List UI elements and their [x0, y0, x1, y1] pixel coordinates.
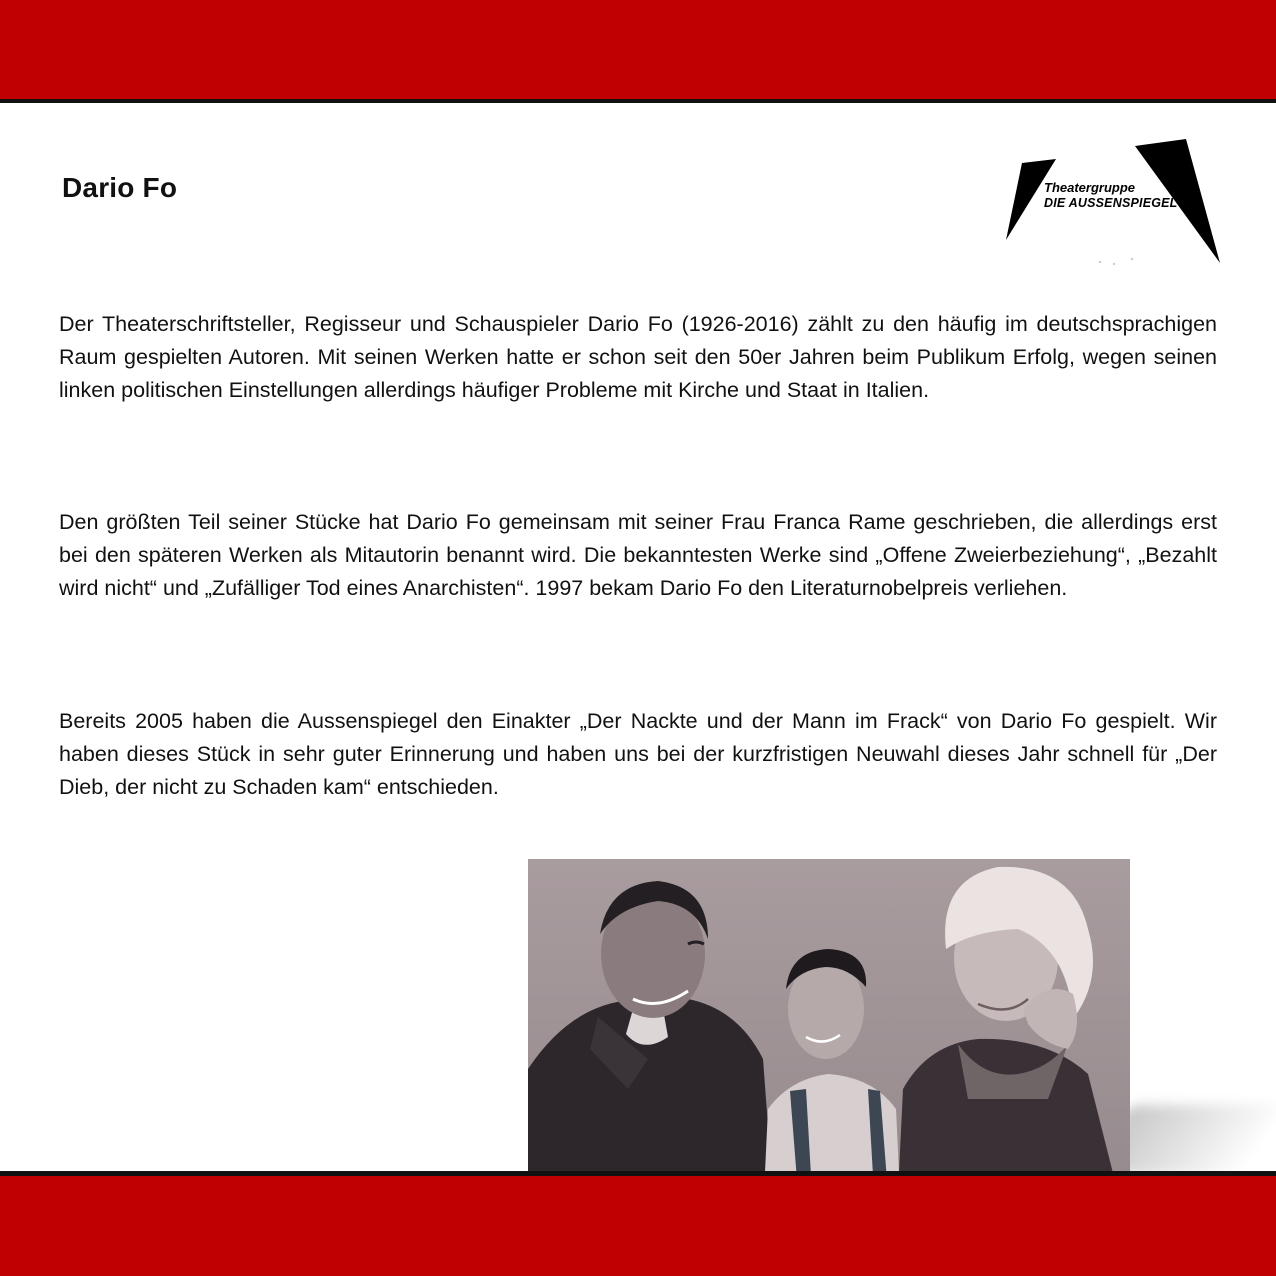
paragraph-biography: Der Theaterschriftsteller, Regisseur und Schauspieler Dario Fo (1926-2016) zählt zu den häufig im deutschsprachigen Raum gespielten Autoren. Mit seinen Werken hatte er schon seit den 50er Jahren beim Publikum Erfolg, wegen seinen linken politischen Einstellungen allerdings häufiger Probleme mit Kirche und Staat in Italien.	[59, 312, 1217, 402]
paragraph-aussenspiegel: Bereits 2005 haben die Aussenspiegel den Einakter „Der Nackte und der Mann im Frack“ von Dario Fo gespielt. Wir haben dieses Stück in sehr guter Erinnerung und haben uns bei der kurzfristigen Neuwahl dieses Jahr schnell für „Der Dieb, der nicht zu Schaden kam“ entschieden.	[59, 709, 1217, 799]
top-red-band	[0, 0, 1276, 103]
page-title: Dario Fo	[62, 172, 178, 203]
paragraph-works: Den größten Teil seiner Stücke hat Dario Fo gemeinsam mit seiner Frau Franca Rame geschrieben, die allerdings erst bei den späteren Werken als Mitautorin benannt wird. Die bekanntesten Werke sind „Offene Zweierbeziehung“, „Bezahlt wird nicht“ und „Zufälliger Tod eines Anarchisten“. 1997 bekam Dario Fo den Literaturnobelpreis verliehen.	[59, 510, 1217, 600]
family-photo	[528, 859, 1130, 1193]
family-photo-image	[528, 859, 1130, 1193]
logo-line-1: Theatergruppe	[1044, 180, 1136, 195]
theatergruppe-logo	[1000, 136, 1225, 270]
bottom-red-band	[0, 1171, 1276, 1276]
logo-line-2: DIE AUSSENSPIEGEL	[1044, 196, 1178, 210]
